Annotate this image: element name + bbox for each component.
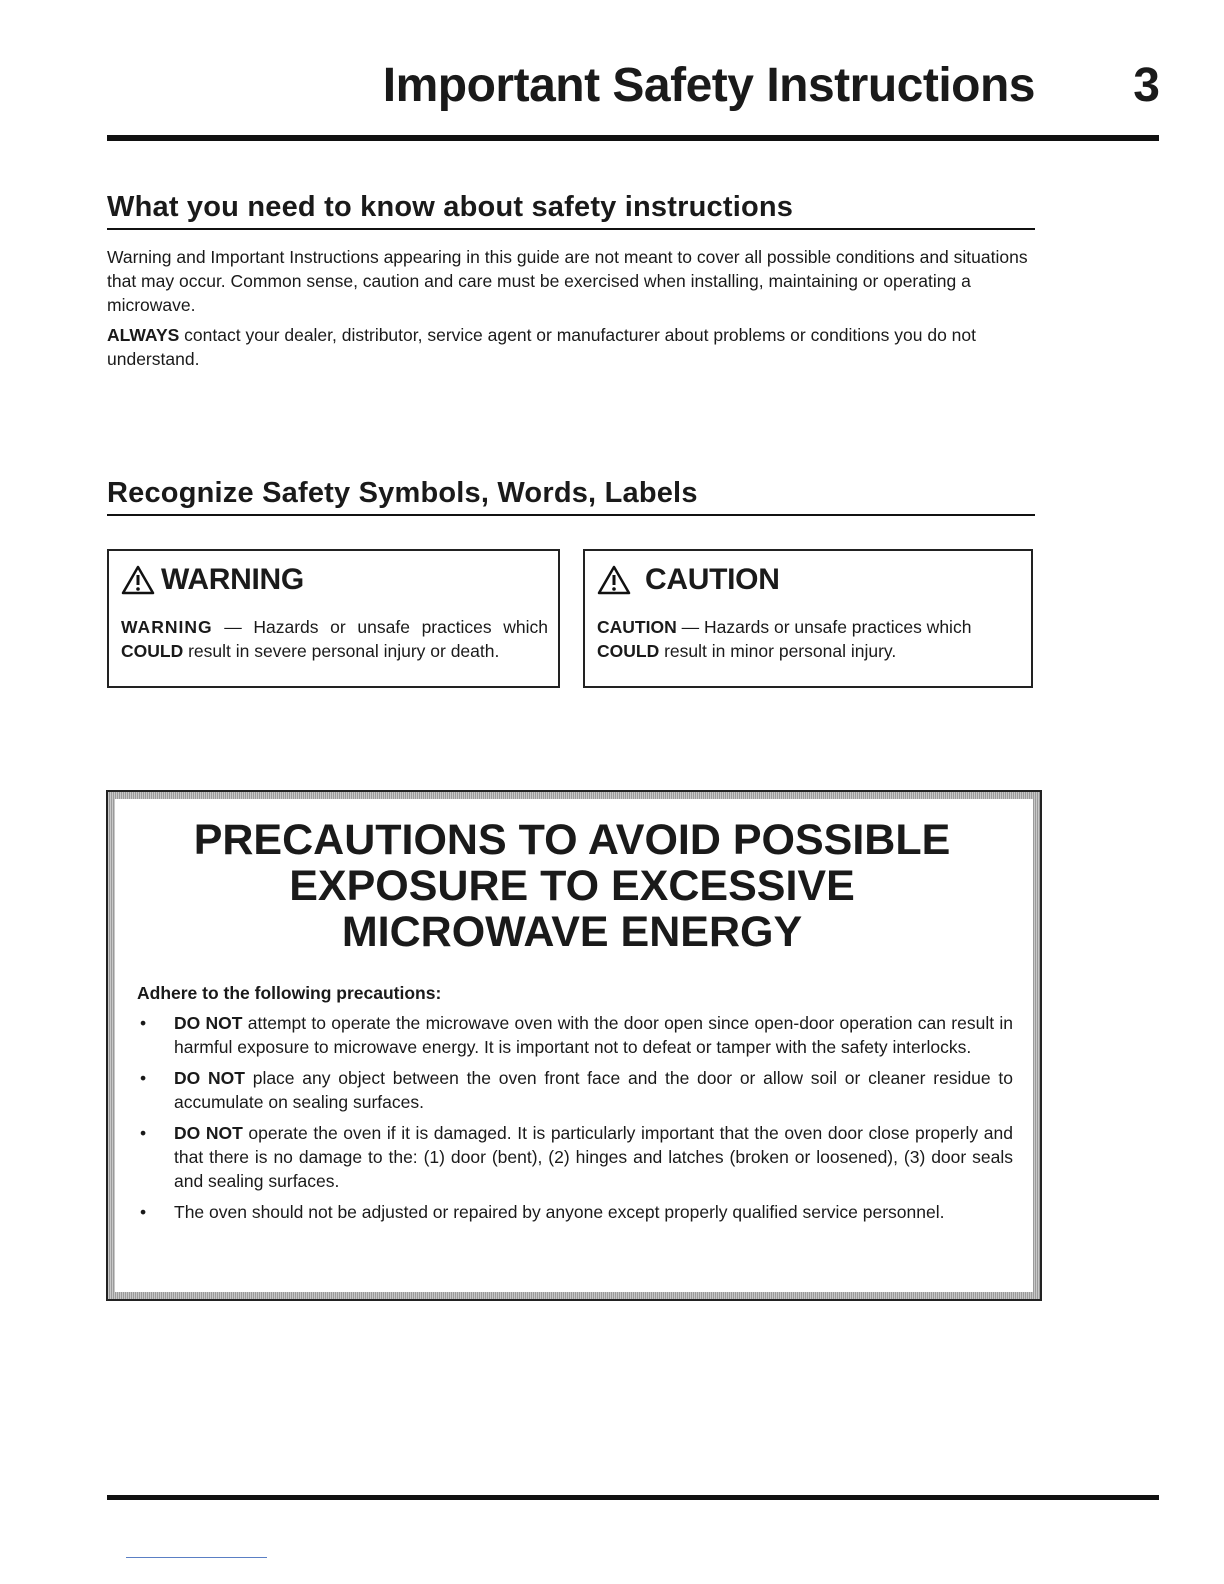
list-item: • The oven should not be adjusted or repaired by anyone except properly qualified service personnel.	[140, 1202, 945, 1222]
page-number: 3	[1133, 59, 1160, 112]
precautions-inner	[115, 799, 1033, 1292]
page-title: Important Safety Instructions	[382, 59, 1035, 112]
caution-description: CAUTION — Hazards or unsafe practices which COULD result in minor personal injury.	[597, 617, 972, 661]
caution-label-title	[597, 559, 1021, 601]
always-keyword: ALWAYS	[107, 325, 180, 345]
warning-triangle-icon	[121, 565, 155, 595]
caution-word: CAUTION	[597, 617, 677, 637]
footer-link-underline	[126, 1557, 267, 1558]
always-paragraph	[107, 323, 1032, 371]
caution-could: COULD	[597, 641, 660, 661]
precautions-list	[131, 1011, 1013, 1224]
precautions-subtitle: Adhere to the following precautions:	[137, 983, 442, 1003]
warning-word: WARNING	[121, 617, 213, 637]
warning-label-title	[121, 559, 548, 601]
list-item: • DO NOT operate the oven if it is damaged. It is particularly important that the oven door close properly and that there is no damage to the: (1) door (bent), (2) hinges and latches (broken or loosened), (3) door seals and sealing surfaces.	[140, 1123, 1013, 1191]
section-heading-safety-instructions: What you need to know about safety instructions	[107, 191, 1035, 230]
header-rule	[107, 135, 1159, 141]
caution-title-text: CAUTION	[645, 563, 780, 596]
section-heading-safety-symbols: Recognize Safety Symbols, Words, Labels	[107, 477, 1035, 516]
precautions-box	[106, 790, 1042, 1301]
always-text: contact your dealer, distributor, service agent or manufacturer about problems or conditions you do not understand.	[107, 325, 976, 369]
intro-paragraph: Warning and Important Instructions appearing in this guide are not meant to cover all possible conditions and situations that may occur. Common sense, caution and care must be exercised when installing, maintaining or operating a microwave.	[107, 247, 1028, 315]
warning-label-box	[107, 549, 560, 688]
warning-title-text: WARNING	[161, 563, 304, 596]
list-item: • DO NOT attempt to operate the microwave oven with the door open since open-door operation can result in harmful exposure to microwave energy. It is important not to defeat or tamper with the safety interlocks.	[140, 1013, 1013, 1057]
precautions-title: PRECAUTIONS TO AVOID POSSIBLE EXPOSURE TO EXCESSIVE MICROWAVE ENERGY	[193, 816, 951, 956]
warning-description: WARNING — Hazards or unsafe practices which COULD result in severe personal injury or death.	[121, 617, 548, 661]
footer-rule	[107, 1495, 1159, 1500]
warning-could: COULD	[121, 641, 184, 661]
caution-triangle-icon	[597, 565, 631, 595]
list-item: • DO NOT place any object between the oven front face and the door or allow soil or cleaner residue to accumulate on sealing surfaces.	[140, 1068, 1013, 1112]
caution-label-box	[583, 549, 1033, 688]
